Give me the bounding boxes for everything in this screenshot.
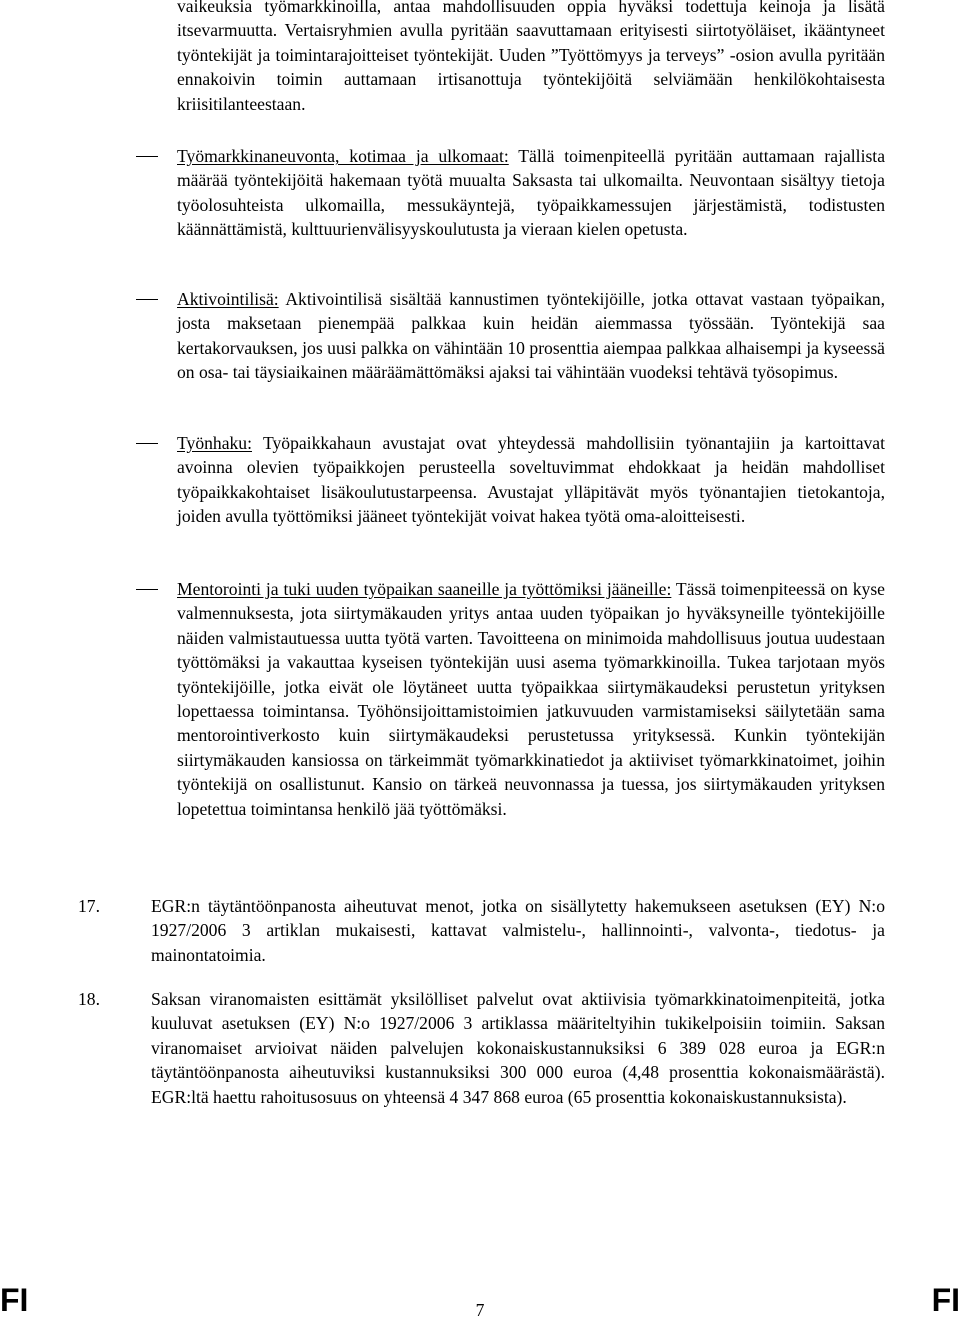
- bullet-text: Työpaikkahaun avustajat ovat yhteydessä mahdollisiin työnantajiin ja kartoittavat avoinna olevien työpaikkojen perusteella soveltuvimmat ehdokkaat ja heidän mahdolliset työpaikkakohtaiset lisäkoulutustarpeensa. Avustajat ylläpitävät myös työnantajien tietokantoja, joiden avulla työttömiksi jääneet työntekijät voivat hakea työtä oma-aloitteisesti.: [177, 433, 885, 527]
- bullet-heading: Työnhaku:: [177, 433, 252, 453]
- numbered-paragraph-17: EGR:n täytäntöönpanosta aiheutuvat menot, jotka on sisällytetty hakemukseen asetuksen (EY) N:o 1927/2006 3 artiklan mukaisesti, kattavat valmistelu-, hallinnointi-, valvonta-, tiedotus- ja mainontatoimia.: [151, 896, 885, 965]
- bullet-paragraph-neuvonta: [177, 144, 885, 242]
- bullet-text: Aktivointilisä sisältää kannustimen työntekijöille, jotka ottavat vastaan työpaikan, josta maksetaan pienempää palkkaa kuin heidän aiemmassa työssään. Työntekijä saa kertakorvauksen, jos uusi palkka on vähintään 10 prosenttia aiempaa palkkaa alhaisempi ja kyseessä on osa- tai täysiaikainen määräämättömäksi ajaksi tai vähintään vuodeksi tehtävä työsopimus.: [177, 289, 885, 383]
- bullet-heading: Aktivointilisä:: [177, 289, 279, 309]
- dash-bullet-icon: [136, 443, 158, 444]
- paragraph-number: 18.: [78, 989, 100, 1009]
- paragraph-number: 17.: [78, 896, 100, 916]
- numbered-paragraph-18: Saksan viranomaisten esittämät yksilölliset palvelut ovat aktiivisia työmarkkinatoimenpiteitä, jotka kuuluvat asetuksen (EY) N:o 1927/2006 3 artiklassa määriteltyihin tukikelpoisiin toimiin. Saksan viranomaiset arvioivat näiden palvelujen kokonaiskustannuksiksi 6 389 028 euroa ja EGR:n täytäntöönpanosta aiheutuviksi kustannuksiksi 300 000 euroa (4,48 prosenttia kokonaismäärästä). EGR:ltä haettu rahoitusosuus on yhteensä 4 347 868 euroa (65 prosenttia kokonaiskustannuksista).: [151, 989, 885, 1107]
- footer-language-right: FI: [931, 1282, 960, 1318]
- bullet-text: Tässä toimenpiteessä on kyse valmennuksesta, jota siirtymäkauden yritys antaa uuden työpaikan jo hyväksyneille työntekijöille näiden valmistautuessa uutta työtä varten. Tavoitteena on minimoida mahdollisuus joutua uudestaan työttömäksi ja vakauttaa kyseisen työntekijän uusi asema työmarkkinoilla. Tukea tarjotaan myös työntekijöille, jotka eivät ole löytäneet uutta työpaikkaa siirtymäkaudeksi perustetun yrityksen lopettaessa toimintansa. Työhönsijoittamistoimien jatkuvuuden varmistamiseksi säilytetään sama mentorointiverkosto kuin siirtymäkaudeksi perustetussa yrityksessä. Kunkin työntekijän siirtymäkauden kansiossa on tärkeimmät työmarkkinatiedot ja aktiiviset työmarkkinatoimet, joihin työntekijä on osallistunut. Kansio on tärkeä neuvonnassa ja tuessa, jos siirtymäkauden yrityksen lopetettua toimintansa henkilö jää työttömäksi.: [177, 579, 885, 819]
- bullet-paragraph-aktivointilisa: [177, 287, 885, 385]
- bullet-paragraph-mentorointi: [177, 577, 885, 821]
- dash-bullet-icon: [136, 299, 158, 300]
- intro-paragraph: vaikeuksia työmarkkinoilla, antaa mahdollisuuden oppia hyväksi todettuja keinoja ja lisätä itsevarmuutta. Vertaisryhmien avulla pyritään saavuttamaan erityisesti siirtotyöläiset, ikääntyneet työntekijät ja toimintarajoitteiset työntekijät. Uuden ”Työttömyys ja terveys” -osion avulla pyritään ennakoivin toimin auttamaan irtisanottuja työntekijöitä selviämään henkilökohtaisesta kriisitilanteestaan.: [177, 0, 885, 114]
- dash-bullet-icon: [136, 156, 158, 157]
- bullet-paragraph-tyonhaku: [177, 431, 885, 529]
- bullet-heading: Työmarkkinaneuvonta, kotimaa ja ulkomaat:: [177, 146, 509, 166]
- footer-language-left: FI: [0, 1282, 29, 1318]
- footer-page-number: 7: [475, 1300, 485, 1320]
- dash-bullet-icon: [136, 589, 158, 590]
- bullet-text: Tällä toimenpiteellä pyritään auttamaan rajallista määrää työntekijöitä hakemaan työtä muualta Saksasta tai ulkomailta. Neuvontaan sisältyy tietoja työolosuhteista ulkomailla, messukäyntejä, työpaikkamessujen järjestämistä, todistusten käännättämistä, kulttuurienvälisyyskoulutusta ja vieraan kielen opetusta.: [177, 146, 885, 240]
- bullet-heading: Mentorointi ja tuki uuden työpaikan saaneille ja työttömiksi jääneille:: [177, 579, 672, 599]
